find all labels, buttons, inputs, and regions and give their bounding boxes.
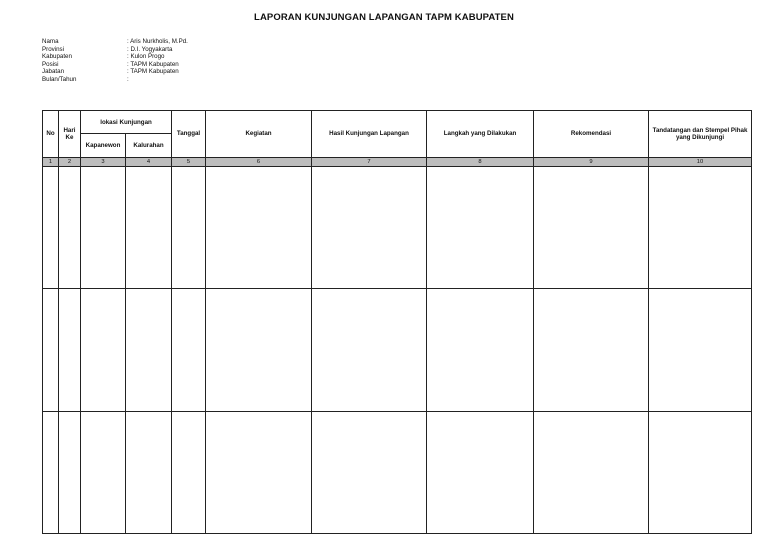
info-block (42, 38, 188, 84)
table-cell[interactable] (534, 411, 649, 534)
info-label: Kabupaten (42, 53, 72, 61)
table-cell[interactable] (649, 411, 752, 534)
column-number: 8 (427, 157, 534, 166)
info-label: Posisi (42, 60, 59, 68)
column-number: 7 (312, 157, 427, 166)
column-number: 2 (59, 157, 81, 166)
table-cell[interactable] (427, 166, 534, 288)
table-cell[interactable] (81, 411, 126, 534)
header-tanggal: Tanggal (172, 111, 206, 158)
table-cell[interactable] (312, 411, 427, 534)
report-table (42, 110, 752, 534)
header-hasil-kunjungan: Hasil Kunjungan Lapangan (312, 111, 427, 158)
column-number: 5 (172, 157, 206, 166)
header-langkah: Langkah yang Dilakukan (427, 111, 534, 158)
info-row-jabatan (42, 68, 188, 76)
info-row-posisi (42, 61, 188, 69)
table-cell[interactable] (534, 166, 649, 288)
info-label: Nama (42, 38, 59, 45)
info-row-provinsi (42, 46, 188, 54)
table-cell[interactable] (81, 166, 126, 288)
info-value: : D.I. Yogyakarta (127, 45, 173, 53)
info-value: : TAPM Kabupaten (127, 68, 179, 76)
column-number: 1 (43, 157, 59, 166)
table-cell[interactable] (59, 411, 81, 534)
column-number: 9 (534, 157, 649, 166)
header-kapanewon: Kapanewon (81, 134, 126, 157)
info-value: : Aris Nurkholis, M.Pd. (127, 38, 188, 45)
info-row-bulan-tahun (42, 76, 188, 84)
table-cell[interactable] (43, 289, 59, 411)
column-number: 6 (206, 157, 312, 166)
header-no: No (43, 111, 59, 158)
header-lokasi-kunjungan: lokasi Kunjungan (81, 111, 172, 134)
table-cell[interactable] (43, 411, 59, 534)
info-value: : (127, 75, 129, 83)
table-cell[interactable] (427, 411, 534, 534)
column-number-row (43, 157, 752, 166)
table-cell[interactable] (649, 166, 752, 288)
table-cell[interactable] (81, 289, 126, 411)
info-row-kabupaten (42, 53, 188, 61)
table-cell[interactable] (172, 411, 206, 534)
table-cell[interactable] (427, 289, 534, 411)
table-cell[interactable] (126, 166, 172, 288)
table-cell[interactable] (172, 166, 206, 288)
column-number: 3 (81, 157, 126, 166)
table-cell[interactable] (172, 289, 206, 411)
info-value: : Kulon Progo (127, 53, 165, 61)
table-cell[interactable] (312, 166, 427, 288)
table-row (43, 166, 752, 288)
table-cell[interactable] (312, 289, 427, 411)
table-row (43, 411, 752, 534)
table-cell[interactable] (59, 289, 81, 411)
info-row-nama (42, 38, 188, 46)
table-cell[interactable] (534, 289, 649, 411)
table-row (43, 289, 752, 411)
info-label: Provinsi (42, 45, 65, 53)
table-cell[interactable] (206, 289, 312, 411)
table-cell[interactable] (43, 166, 59, 288)
table-cell[interactable] (206, 166, 312, 288)
table-cell[interactable] (649, 289, 752, 411)
header-hari-ke: Hari Ke (59, 111, 81, 158)
report-title: LAPORAN KUNJUNGAN LAPANGAN TAPM KABUPATEN (254, 12, 514, 23)
table-cell[interactable] (206, 411, 312, 534)
info-label: Jabatan (42, 68, 65, 76)
header-rekomendasi: Rekomendasi (534, 111, 649, 158)
table-cell[interactable] (126, 289, 172, 411)
header-tandatangan: Tandatangan dan Stempel Pihak yang Dikunjungi (649, 111, 752, 158)
info-value: : TAPM Kabupaten (127, 60, 179, 68)
header-kalurahan: Kalurahan (126, 134, 172, 157)
column-number: 10 (649, 157, 752, 166)
info-label: Bulan/Tahun (42, 75, 77, 83)
table-cell[interactable] (59, 166, 81, 288)
table-cell[interactable] (126, 411, 172, 534)
header-kegiatan: Kegiatan (206, 111, 312, 158)
column-number: 4 (126, 157, 172, 166)
